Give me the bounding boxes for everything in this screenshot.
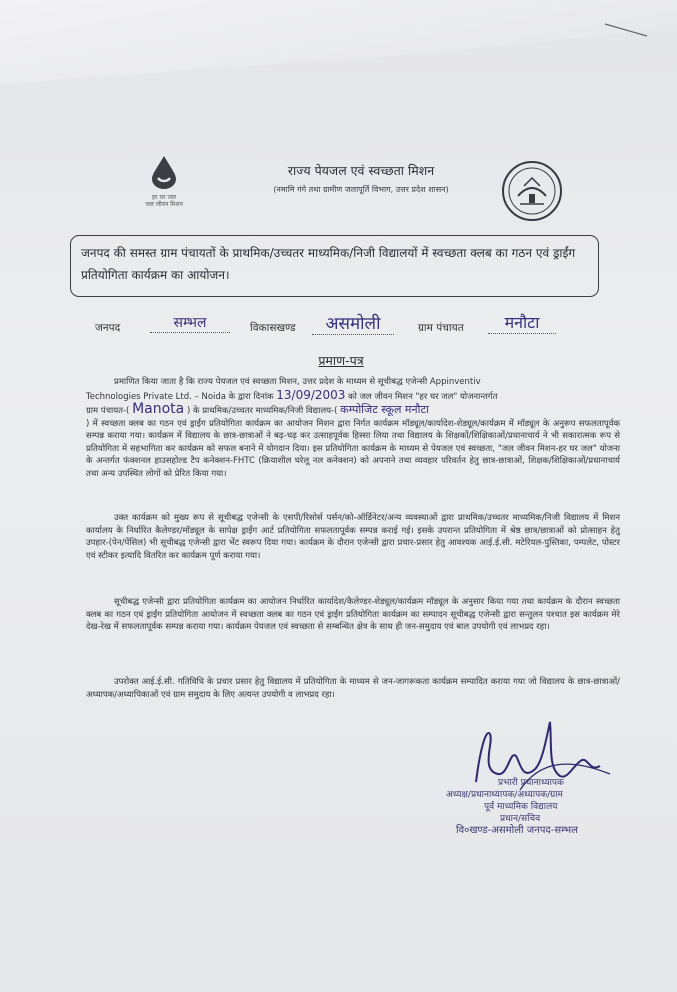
para1-line2-b: को जल जीवन मिशन "हर घर जल" योजनान्तर्गत xyxy=(348,391,498,402)
date-handwritten: 13/09/2003 xyxy=(276,387,346,402)
para1-line3-b: ) के प्राथमिक/उच्चतर माध्यमिक/निजी विद्यालय-( xyxy=(186,406,338,416)
pen-mark xyxy=(601,20,651,40)
program-title: जनपद की समस्त ग्राम पंचायतों के प्राथमिक/उच्चतर माध्यमिक/निजी विद्यालयों में स्वच्छता क्लब का गठन एवं ड्राईंग प्रतियोगिता कार्यक्रम का आयोजन। xyxy=(81,246,576,282)
logo-subtag: जल जीवन मिशन xyxy=(145,201,183,208)
jal-jeevan-logo xyxy=(133,154,195,220)
gp-handwritten: Manota xyxy=(132,401,185,417)
district-label: जनपद xyxy=(95,322,121,334)
water-drop-icon xyxy=(147,154,181,190)
gp-label: ग्राम पंचायत xyxy=(418,322,464,334)
stamp-line-5: वि०खण्ड-असमोली जनपद-सम्भल xyxy=(456,825,578,836)
stamp-line-1: प्रभारी प्रधानाध्यापक xyxy=(498,778,564,788)
paragraph-3: सूचीबद्ध एजेन्सी द्वारा प्रतियोगिता कार्यक्रम का आयोजन निर्धारित कार्यादेश/कैलेण्डर-शेड्यूल/कार्यक्रम मॉड्यूल के अनुसार किया गया तथा कार्यक्रम के दौरान स्वच्छता क्लब का गठन एवं ड्राईंग प्रतियोगिता आयोजन में स्वच्छता क्लब का गठन एवं ड्राईंग प्रतियोगिता कार्यक्रम का सम्पादन सूचीबद्ध एजेन्सी द्वारा सन्तुलन पश्चात इस कार्यक्रम मेरे देख-रेख में सफलतापूर्वक सम्पन्न कराया गया। कार्यक्रम पेयजल एवं स्वच्छता से सम्बन्धित क्षेत्र के साथ ही जन-समुदाय एवं बाल उपयोगी एवं लाभप्रद रहा। xyxy=(86,597,620,632)
stamp-line-4: प्रधान/सचिव xyxy=(500,814,541,824)
paragraph-1 xyxy=(86,376,620,480)
block-value: असमोली xyxy=(312,311,394,335)
para1-line1: प्रमाणित किया जाता है कि राज्य पेयजल एवं स्वच्छता मिशन, उत्तर प्रदेश के माध्यम से सूचीबद्ध एजेन्सी Appinventiv xyxy=(114,377,481,387)
paragraph-4: उपरोक्त आई.ई.सी. गतिविधि के प्रचार प्रसार हेतु विद्यालय में प्रतियोगिता के माध्यम से जन-जागरूकता कार्यक्रम सम्पादित कराया गया जो विद्यालय के छात्र-छात्राओं/अध्यापक/अध्यापिकाओं एवं ग्राम समुदाय के लिए अत्यन्त उपयोगी व लाभप्रद रहा। xyxy=(86,677,620,700)
program-title-box xyxy=(70,235,599,297)
header-title: राज्य पेयजल एवं स्वच्छता मिशन xyxy=(287,163,435,178)
logo-tag: हर घर जल xyxy=(152,194,176,201)
school-handwritten: कम्पोजिट स्कूल मनौटा xyxy=(340,403,429,416)
para1-line3-a: ग्राम पंचायत-( xyxy=(86,406,130,416)
para1-line3 xyxy=(86,403,620,418)
stamp-line-3: पूर्व माध्यमिक विद्यालय xyxy=(484,802,558,812)
para1-line2-a: Technologies Private Ltd. – Noida के द्वारा दिनांक xyxy=(86,391,274,402)
district-value: सम्भल xyxy=(150,313,230,333)
para1-rest: ) में स्वच्छता क्लब का गठन एवं ड्राईंग प्रतियोगिता कार्यक्रम का आयोजन मिशन द्वारा निर्गत कार्यक्रम मॉड्यूल/कार्यादेश-शेड्यूल/कार्यक्रम में मॉड्यूल के अनुरूप सफलतापूर्वक सम्पन्न कराया गया। कार्यक्रम में विद्यालय के छात्र-छात्राओं ने बढ़-चढ़ कर उत्साहपूर्वक हिस्सा लिया तथा विद्यालय के शिक्षकों/शिक्षिकाओं/प्रधानाचार्य ने भी सकारात्मक रूप से प्रतियोगिता में सहभागिता कर कार्यक्रम को सफल बनाने में योगदान दिया। इस प्रतियोगिता कार्यक्रम के माध्यम से पेयजल एवं स्वच्छता, "जल जीवन मिशन-हर घर जल" योजना के अन्तर्गत फंक्शनल हाउसहोल्ड टैप कनेक्शन-FHTC (क्रियाशील घरेलू नल कनेक्शन) को अपनाने तथा व्यवहार परिवर्तन हेतु छात्र-छात्राओं, शिक्षक/शिक्षिकाओं/प्रधानाचार्य तथा अन्य उपस्थित लोगों को प्रेरित किया गया। xyxy=(86,418,620,479)
folded-corner xyxy=(0,0,677,93)
header-subtitle: (नमामि गंगे तथा ग्रामीण जलापूर्ति विभाग, उत्तर प्रदेश शासन) xyxy=(273,185,449,194)
paragraph-2: उक्त कार्यक्रम को मुख्य रूप से सूचीबद्ध एजेन्सी के एसपी/रिसोर्स पर्सन/को-ऑर्डिनेटर/अन्य व्यवस्थाओं द्वारा प्राथमिक/उच्चतर माध्यमिक/निजी विद्यालय में मिशन कार्यालय के निर्धारित कैलेण्डर/मॉड्यूल के सापेक्ष ड्राईंग आर्ट प्रतियोगिता सफलतापूर्वक सम्पन्न कराई गई। इसके उपरान्त प्रतियोगिता में श्रेष्ठ छात्र/छात्राओं को प्रोत्साहन हेतु उपहार-(पेन/पेंसिल) भी सूचीबद्ध एजेन्सी द्वारा भेंट स्वरूप दिया गया। कार्यक्रम के दौरान एजेन्सी द्वारा प्रचार-प्रसार हेतु आवश्यक आई.ई.सी. मटेरियल-पुस्तिका, पम्पलेट, पोस्टर एवं स्टीकर इत्यादि वितरित कर कार्यक्रम पूर्ण कराया गया। xyxy=(86,513,620,561)
gp-value: मनौटा xyxy=(488,311,556,334)
certificate-title: प्रमाण-पत्र xyxy=(318,353,364,368)
signature-stamp-area xyxy=(446,740,630,850)
stamp-line-2: अध्यक्ष/प्रधानाध्यापक/अध्यापक/ग्राम xyxy=(446,790,563,800)
state-emblem-icon xyxy=(500,160,564,222)
block-label: विकासखण्ड xyxy=(250,322,296,334)
